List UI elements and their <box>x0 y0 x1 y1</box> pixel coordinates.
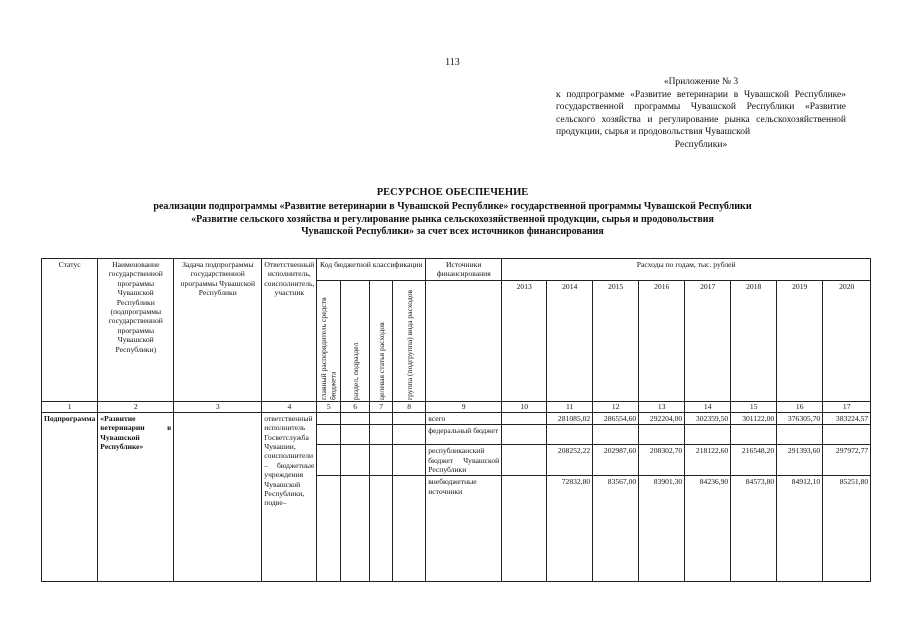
column-number: 9 <box>426 401 502 412</box>
code-cell <box>317 476 341 582</box>
code-cell <box>341 412 370 424</box>
column-number: 10 <box>502 401 547 412</box>
header-responsible: Ответственный исполнитель, соисполнитель, участник <box>262 259 317 402</box>
header-code-col <box>317 280 341 401</box>
code-cell <box>393 445 426 476</box>
column-number: 1 <box>42 401 98 412</box>
value-cell: 208252,22 <box>547 445 593 476</box>
value-cell <box>547 425 593 445</box>
header-code-col <box>341 280 370 401</box>
header-code-col <box>370 280 393 401</box>
column-number: 12 <box>593 401 639 412</box>
value-cell: 83901,30 <box>639 476 685 582</box>
document-subtitle <box>40 201 865 239</box>
value-cell: 84912,10 <box>777 476 823 582</box>
status-cell: Подпрограмма <box>42 412 98 582</box>
value-cell: 291393,60 <box>777 445 823 476</box>
column-number-row <box>42 401 871 412</box>
header-year: 2017 <box>685 280 731 401</box>
value-cell: 84236,90 <box>685 476 731 582</box>
header-year: 2016 <box>639 280 685 401</box>
value-cell: 85251,80 <box>823 476 871 582</box>
header-year: 2013 <box>502 280 547 401</box>
subtitle-line: «Развитие сельского хозяйства и регулирование рынка сельскохозяйственной продукции, сырья и продовольствия <box>191 213 714 225</box>
header-sources-empty <box>426 280 502 401</box>
header-expenses: Расходы по годам, тыс. рублей <box>502 259 871 281</box>
column-number: 11 <box>547 401 593 412</box>
header-code-label: главный распорядитель средств бюджета <box>319 297 338 400</box>
code-cell <box>341 425 370 445</box>
appendix-title: «Приложение № 3 <box>663 77 739 87</box>
appendix-last-line: Республики» <box>674 139 728 150</box>
header-code-label: целевая статья расходов <box>376 322 386 400</box>
header-sources: Источники финансирования <box>426 259 502 281</box>
header-year: 2014 <box>547 280 593 401</box>
code-cell <box>370 445 393 476</box>
header-year: 2015 <box>593 280 639 401</box>
column-number: 8 <box>393 401 426 412</box>
responsible-cell: ответственный исполнитель Госветслужба Чувашии, соисполнители – бюджетные учреждения Чувашской Республики, подве– <box>262 412 317 582</box>
column-number: 6 <box>341 401 370 412</box>
code-cell <box>370 476 393 582</box>
value-cell <box>502 425 547 445</box>
document-title: РЕСУРСНОЕ ОБЕСПЕЧЕНИЕ <box>376 187 529 198</box>
code-cell <box>370 425 393 445</box>
appendix-body: к подпрограмме «Развитие ветеринарии в Чувашской Республике» государственной программы Чувашской Республики «Развитие сельского хозяйства и регулирование рынка сельскохозяйственной продукции, сырья и продовольствия Чувашской <box>556 89 846 138</box>
header-year: 2020 <box>823 280 871 401</box>
subtitle-line: Чувашской Республики» за счет всех источников финансирования <box>301 226 604 237</box>
value-cell: 208302,70 <box>639 445 685 476</box>
program-name-cell: «Развитие ветеринарии в Чувашской Республике» <box>98 412 174 582</box>
value-cell: 83567,00 <box>593 476 639 582</box>
source-cell: внебюджетные источники <box>426 476 502 582</box>
value-cell: 376305,70 <box>777 412 823 424</box>
header-status: Статус <box>42 259 98 402</box>
source-cell: республиканский бюджет Чувашской Республики <box>426 445 502 476</box>
header-code-label: раздел, подраздел <box>350 342 360 400</box>
code-cell <box>317 425 341 445</box>
code-cell <box>317 445 341 476</box>
page-number: 113 <box>445 57 460 68</box>
value-cell: 281085,02 <box>547 412 593 424</box>
appendix-note <box>556 76 846 152</box>
header-code-col <box>393 280 426 401</box>
column-number: 17 <box>823 401 871 412</box>
column-number: 2 <box>98 401 174 412</box>
column-number: 16 <box>777 401 823 412</box>
source-cell: всего <box>426 412 502 424</box>
code-cell <box>341 476 370 582</box>
header-year: 2018 <box>731 280 777 401</box>
subtitle-line: реализации подпрограммы «Развитие ветеринарии в Чувашской Республике» государственной программы Чувашской Республики <box>153 201 752 212</box>
header-name: Наименование государственной программы Чувашской Республики (подпрограммы государственной программы Чувашской Республики) <box>98 259 174 402</box>
column-number: 3 <box>174 401 262 412</box>
value-cell <box>777 425 823 445</box>
value-cell <box>502 476 547 582</box>
code-cell <box>393 425 426 445</box>
value-cell <box>685 425 731 445</box>
header-task: Задача подпрограммы государственной программы Чувашской Республики <box>174 259 262 402</box>
value-cell <box>823 425 871 445</box>
value-cell: 301122,00 <box>731 412 777 424</box>
column-number: 15 <box>731 401 777 412</box>
column-number: 4 <box>262 401 317 412</box>
column-number: 7 <box>370 401 393 412</box>
task-cell <box>174 412 262 582</box>
value-cell: 72832,80 <box>547 476 593 582</box>
resource-table <box>41 258 871 582</box>
header-budget-code: Код бюджетной классификации <box>317 259 426 281</box>
value-cell <box>502 445 547 476</box>
code-cell <box>393 476 426 582</box>
column-number: 14 <box>685 401 731 412</box>
source-cell: федеральный бюджет <box>426 425 502 445</box>
value-cell: 202987,60 <box>593 445 639 476</box>
value-cell <box>593 425 639 445</box>
value-cell: 286554,60 <box>593 412 639 424</box>
table-row <box>42 412 871 424</box>
value-cell: 216548,20 <box>731 445 777 476</box>
value-cell: 297972,77 <box>823 445 871 476</box>
column-number: 5 <box>317 401 341 412</box>
value-cell: 84573,80 <box>731 476 777 582</box>
value-cell <box>731 425 777 445</box>
column-number: 13 <box>639 401 685 412</box>
value-cell: 218122,60 <box>685 445 731 476</box>
code-cell <box>317 412 341 424</box>
value-cell <box>502 412 547 424</box>
value-cell: 383224,57 <box>823 412 871 424</box>
code-cell <box>393 412 426 424</box>
header-year: 2019 <box>777 280 823 401</box>
code-cell <box>341 445 370 476</box>
header-code-label: группа (подгруппа) вида расходов <box>404 289 414 400</box>
resource-table-wrapper <box>41 258 871 582</box>
value-cell: 302359,50 <box>685 412 731 424</box>
value-cell: 292204,00 <box>639 412 685 424</box>
value-cell <box>639 425 685 445</box>
code-cell <box>370 412 393 424</box>
